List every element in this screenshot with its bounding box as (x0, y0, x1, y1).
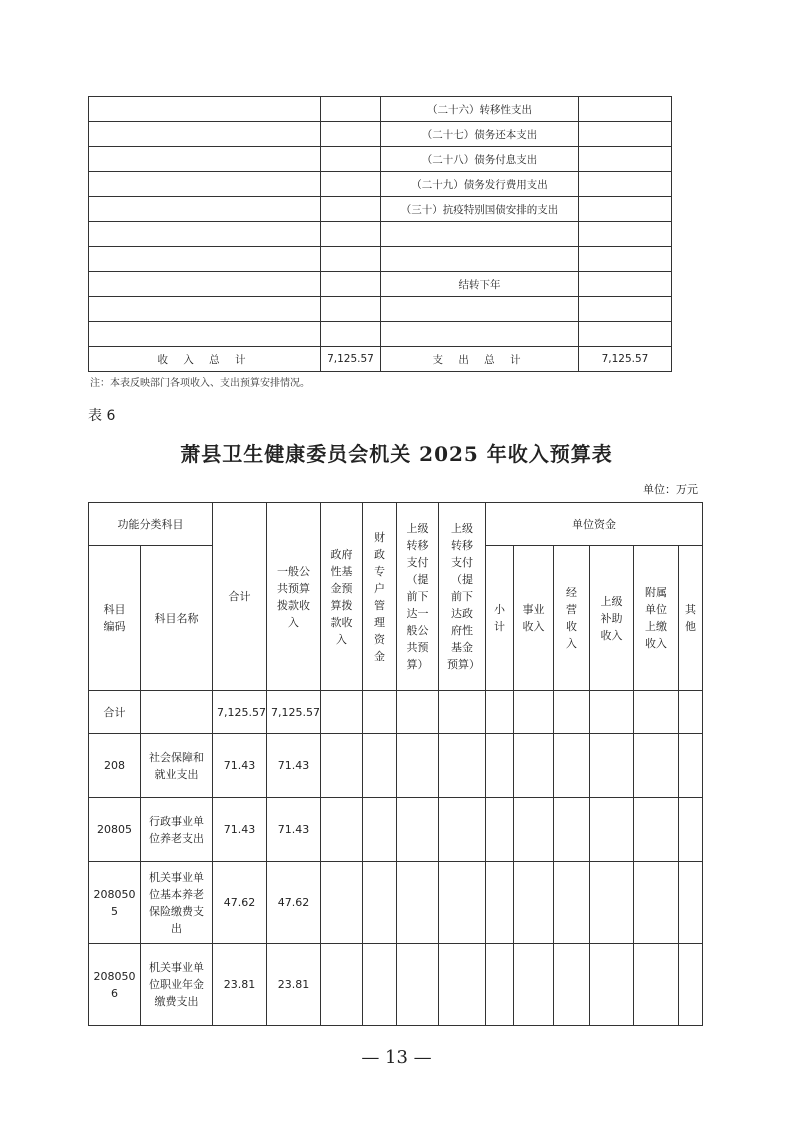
row-total: 47.62 (213, 862, 267, 944)
row-code: 2080505 (89, 862, 141, 944)
header-code: 科目编码 (89, 546, 141, 691)
page-title: 萧县卫生健康委员会机关 2025 年收入预算表 (180, 442, 613, 466)
header-affiliate: 附属单位上缴收入 (634, 546, 679, 691)
row-name: 机关事业单位基本养老保险缴费支出 (141, 862, 213, 944)
row-code: 合计 (89, 691, 141, 734)
table-row (89, 862, 703, 944)
row-total: 7,125.57 (213, 691, 267, 734)
header-other: 其他 (679, 546, 703, 691)
table-row (89, 147, 672, 172)
row-total: 71.43 (213, 734, 267, 798)
expense-item: （三十）抗疫特别国债安排的支出 (381, 197, 579, 222)
expense-total-value: 7,125.57 (579, 347, 672, 372)
table-row (89, 734, 703, 798)
table-note: 注：本表反映部门各项收入、支出预算安排情况。 (90, 378, 310, 389)
header-gov-fund: 政府性基金预算拨款收入 (321, 503, 363, 691)
page-number: — 13 — (361, 1047, 432, 1068)
expense-item: （二十六）转移性支出 (381, 97, 579, 122)
expense-item: （二十九）债务发行费用支出 (381, 172, 579, 197)
table-row (89, 197, 672, 222)
income-budget-table (88, 502, 703, 1026)
income-total-label: 收 入 总 计 (89, 347, 321, 372)
row-name: 行政事业单位养老支出 (141, 798, 213, 862)
table-row (89, 322, 672, 347)
header-unit-funds: 单位资金 (486, 503, 703, 546)
table-label: 表 6 (88, 408, 116, 424)
table-row (89, 944, 703, 1026)
header-subtotal: 小计 (486, 546, 514, 691)
total-row (89, 347, 672, 372)
header-business: 事业收入 (514, 546, 554, 691)
expense-item: 结转下年 (381, 272, 579, 297)
row-total: 71.43 (213, 798, 267, 862)
unit-label: 单位：万元 (643, 483, 698, 496)
header-name: 科目名称 (141, 546, 213, 691)
table-row (89, 172, 672, 197)
table-row (89, 97, 672, 122)
header-total: 合计 (213, 503, 267, 691)
expense-item (381, 322, 579, 347)
header-general: 一般公共预算拨款收入 (267, 503, 321, 691)
expense-item: （二十七）债务还本支出 (381, 122, 579, 147)
table-row (89, 798, 703, 862)
row-code: 208 (89, 734, 141, 798)
expense-total-label: 支 出 总 计 (381, 347, 579, 372)
header-func-class: 功能分类科目 (89, 503, 213, 546)
row-total: 23.81 (213, 944, 267, 1026)
table-row (89, 297, 672, 322)
row-general: 23.81 (267, 944, 321, 1026)
table-row (89, 272, 672, 297)
row-general: 71.43 (267, 798, 321, 862)
expense-item (381, 297, 579, 322)
row-general: 71.43 (267, 734, 321, 798)
header-row (89, 503, 703, 546)
table-row (89, 691, 703, 734)
income-total-value: 7,125.57 (321, 347, 381, 372)
row-general: 47.62 (267, 862, 321, 944)
header-transfer-gov: 上级转移支付（提前下达政府性基金预算） (439, 503, 486, 691)
row-code: 2080506 (89, 944, 141, 1026)
expense-item: （二十八）债务付息支出 (381, 147, 579, 172)
expense-item (381, 222, 579, 247)
row-general: 7,125.57 (267, 691, 321, 734)
header-fiscal-special: 财政专户管理资金 (363, 503, 397, 691)
expense-summary-table (88, 96, 672, 372)
row-code: 20805 (89, 798, 141, 862)
table-row (89, 122, 672, 147)
header-superior-subsidy: 上级补助收入 (590, 546, 634, 691)
row-name: 社会保障和就业支出 (141, 734, 213, 798)
table-row (89, 222, 672, 247)
header-transfer-general: 上级转移支付（提前下达一般公共预算） (397, 503, 439, 691)
row-name (141, 691, 213, 734)
expense-item (381, 247, 579, 272)
table-row (89, 247, 672, 272)
header-operating: 经营收入 (554, 546, 590, 691)
row-name: 机关事业单位职业年金缴费支出 (141, 944, 213, 1026)
